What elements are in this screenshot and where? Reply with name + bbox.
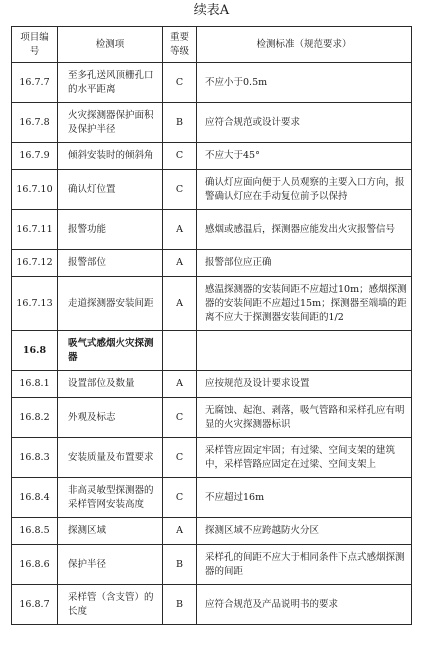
table-row [12,545,412,585]
item-number-cell: 16.8.6 [12,545,58,585]
table-row [12,63,412,103]
check-item-cell: 保护半径 [58,545,163,585]
item-number-cell: 16.7.12 [12,250,58,277]
check-standard-cell: 不应小于0.5m [197,63,412,103]
check-standard-cell: 采样孔的间距不应大于相同条件下点式感烟探测器的间距 [197,545,412,585]
check-item-cell: 探测区域 [58,518,163,545]
item-number-cell: 16.7.10 [12,170,58,210]
importance-level-cell: B [163,103,197,143]
check-item-cell: 走道探测器安装间距 [58,277,163,331]
check-standard-cell: 应符合规范或设计要求 [197,103,412,143]
table-header-row [12,27,412,63]
table-row [12,170,412,210]
importance-level-cell: B [163,585,197,625]
table-row [12,585,412,625]
check-standard-cell: 应符合规范及产品说明书的要求 [197,585,412,625]
importance-level-cell: A [163,371,197,398]
item-number-cell: 16.8.1 [12,371,58,398]
check-item-cell: 报警部位 [58,250,163,277]
importance-level-cell: C [163,438,197,478]
item-number-cell: 16.7.9 [12,143,58,170]
item-number-cell: 16.8 [12,331,58,371]
check-item-cell: 外观及标志 [58,398,163,438]
table-row [12,371,412,398]
importance-level-cell: C [163,398,197,438]
check-item-cell: 火灾探测器保护面积及保护半径 [58,103,163,143]
importance-level-cell: A [163,210,197,250]
item-number-cell: 16.7.8 [12,103,58,143]
item-number-cell: 16.8.2 [12,398,58,438]
importance-level-cell: C [163,170,197,210]
check-standard-cell: 不应超过16m [197,478,412,518]
check-item-cell: 采样管（含支管）的长度 [58,585,163,625]
item-number-cell: 16.8.7 [12,585,58,625]
table-row [12,438,412,478]
table-row [12,103,412,143]
importance-level-cell: A [163,518,197,545]
check-standard-cell [197,331,412,371]
check-item-cell: 吸气式感烟火灾探测器 [58,331,163,371]
table-section-row [12,331,412,371]
item-number-cell: 16.7.11 [12,210,58,250]
header-check-item: 检测项 [58,27,163,63]
check-item-cell: 倾斜安装时的倾斜角 [58,143,163,170]
importance-level-cell: C [163,478,197,518]
table-row [12,250,412,277]
item-number-cell: 16.8.3 [12,438,58,478]
importance-level-cell: C [163,143,197,170]
importance-level-cell: A [163,277,197,331]
check-item-cell: 报警功能 [58,210,163,250]
check-standard-cell: 确认灯应面向便于人员观察的主要入口方向，报警确认灯应在手动复位前予以保持 [197,170,412,210]
table-row [12,277,412,331]
check-standard-cell: 无腐蚀、起泡、剥落，吸气管路和采样孔应有明显的火灾探测器标识 [197,398,412,438]
item-number-cell: 16.7.13 [12,277,58,331]
importance-level-cell: C [163,63,197,103]
check-item-cell: 非高灵敏型探测器的采样管网安装高度 [58,478,163,518]
importance-level-cell [163,331,197,371]
check-standard-cell: 报警部位应正确 [197,250,412,277]
header-importance-level: 重要等级 [163,27,197,63]
check-standard-cell: 不应大于45° [197,143,412,170]
item-number-cell: 16.8.5 [12,518,58,545]
header-check-standard: 检测标准（规范要求） [197,27,412,63]
item-number-cell: 16.7.7 [12,63,58,103]
check-standard-cell: 探测区域不应跨越防火分区 [197,518,412,545]
check-item-cell: 确认灯位置 [58,170,163,210]
importance-level-cell: B [163,545,197,585]
item-number-cell: 16.8.4 [12,478,58,518]
header-item-number: 项目编号 [12,27,58,63]
table-row [12,478,412,518]
table-body [12,63,412,625]
table-row [12,518,412,545]
check-item-cell: 安装质量及布置要求 [58,438,163,478]
check-item-cell: 设置部位及数量 [58,371,163,398]
table-row [12,143,412,170]
check-standard-cell: 感温探测器的安装间距不应超过10m；感烟探测器的安装间距不应超过15m；探测器至端墙的距离不应大于探测器安装间距的1/2 [197,277,412,331]
check-standard-cell: 采样管应固定牢固；有过梁、空间支架的建筑中，采样管路应固定在过梁、空间支架上 [197,438,412,478]
check-item-cell: 至多孔送风顶栅孔口的水平距离 [58,63,163,103]
check-standard-cell: 应按规范及设计要求设置 [197,371,412,398]
inspection-table [11,26,412,625]
table-row [12,398,412,438]
table-row [12,210,412,250]
importance-level-cell: A [163,250,197,277]
page-title: 续表A [193,3,230,18]
check-standard-cell: 感烟或感温后，探测器应能发出火灾报警信号 [197,210,412,250]
